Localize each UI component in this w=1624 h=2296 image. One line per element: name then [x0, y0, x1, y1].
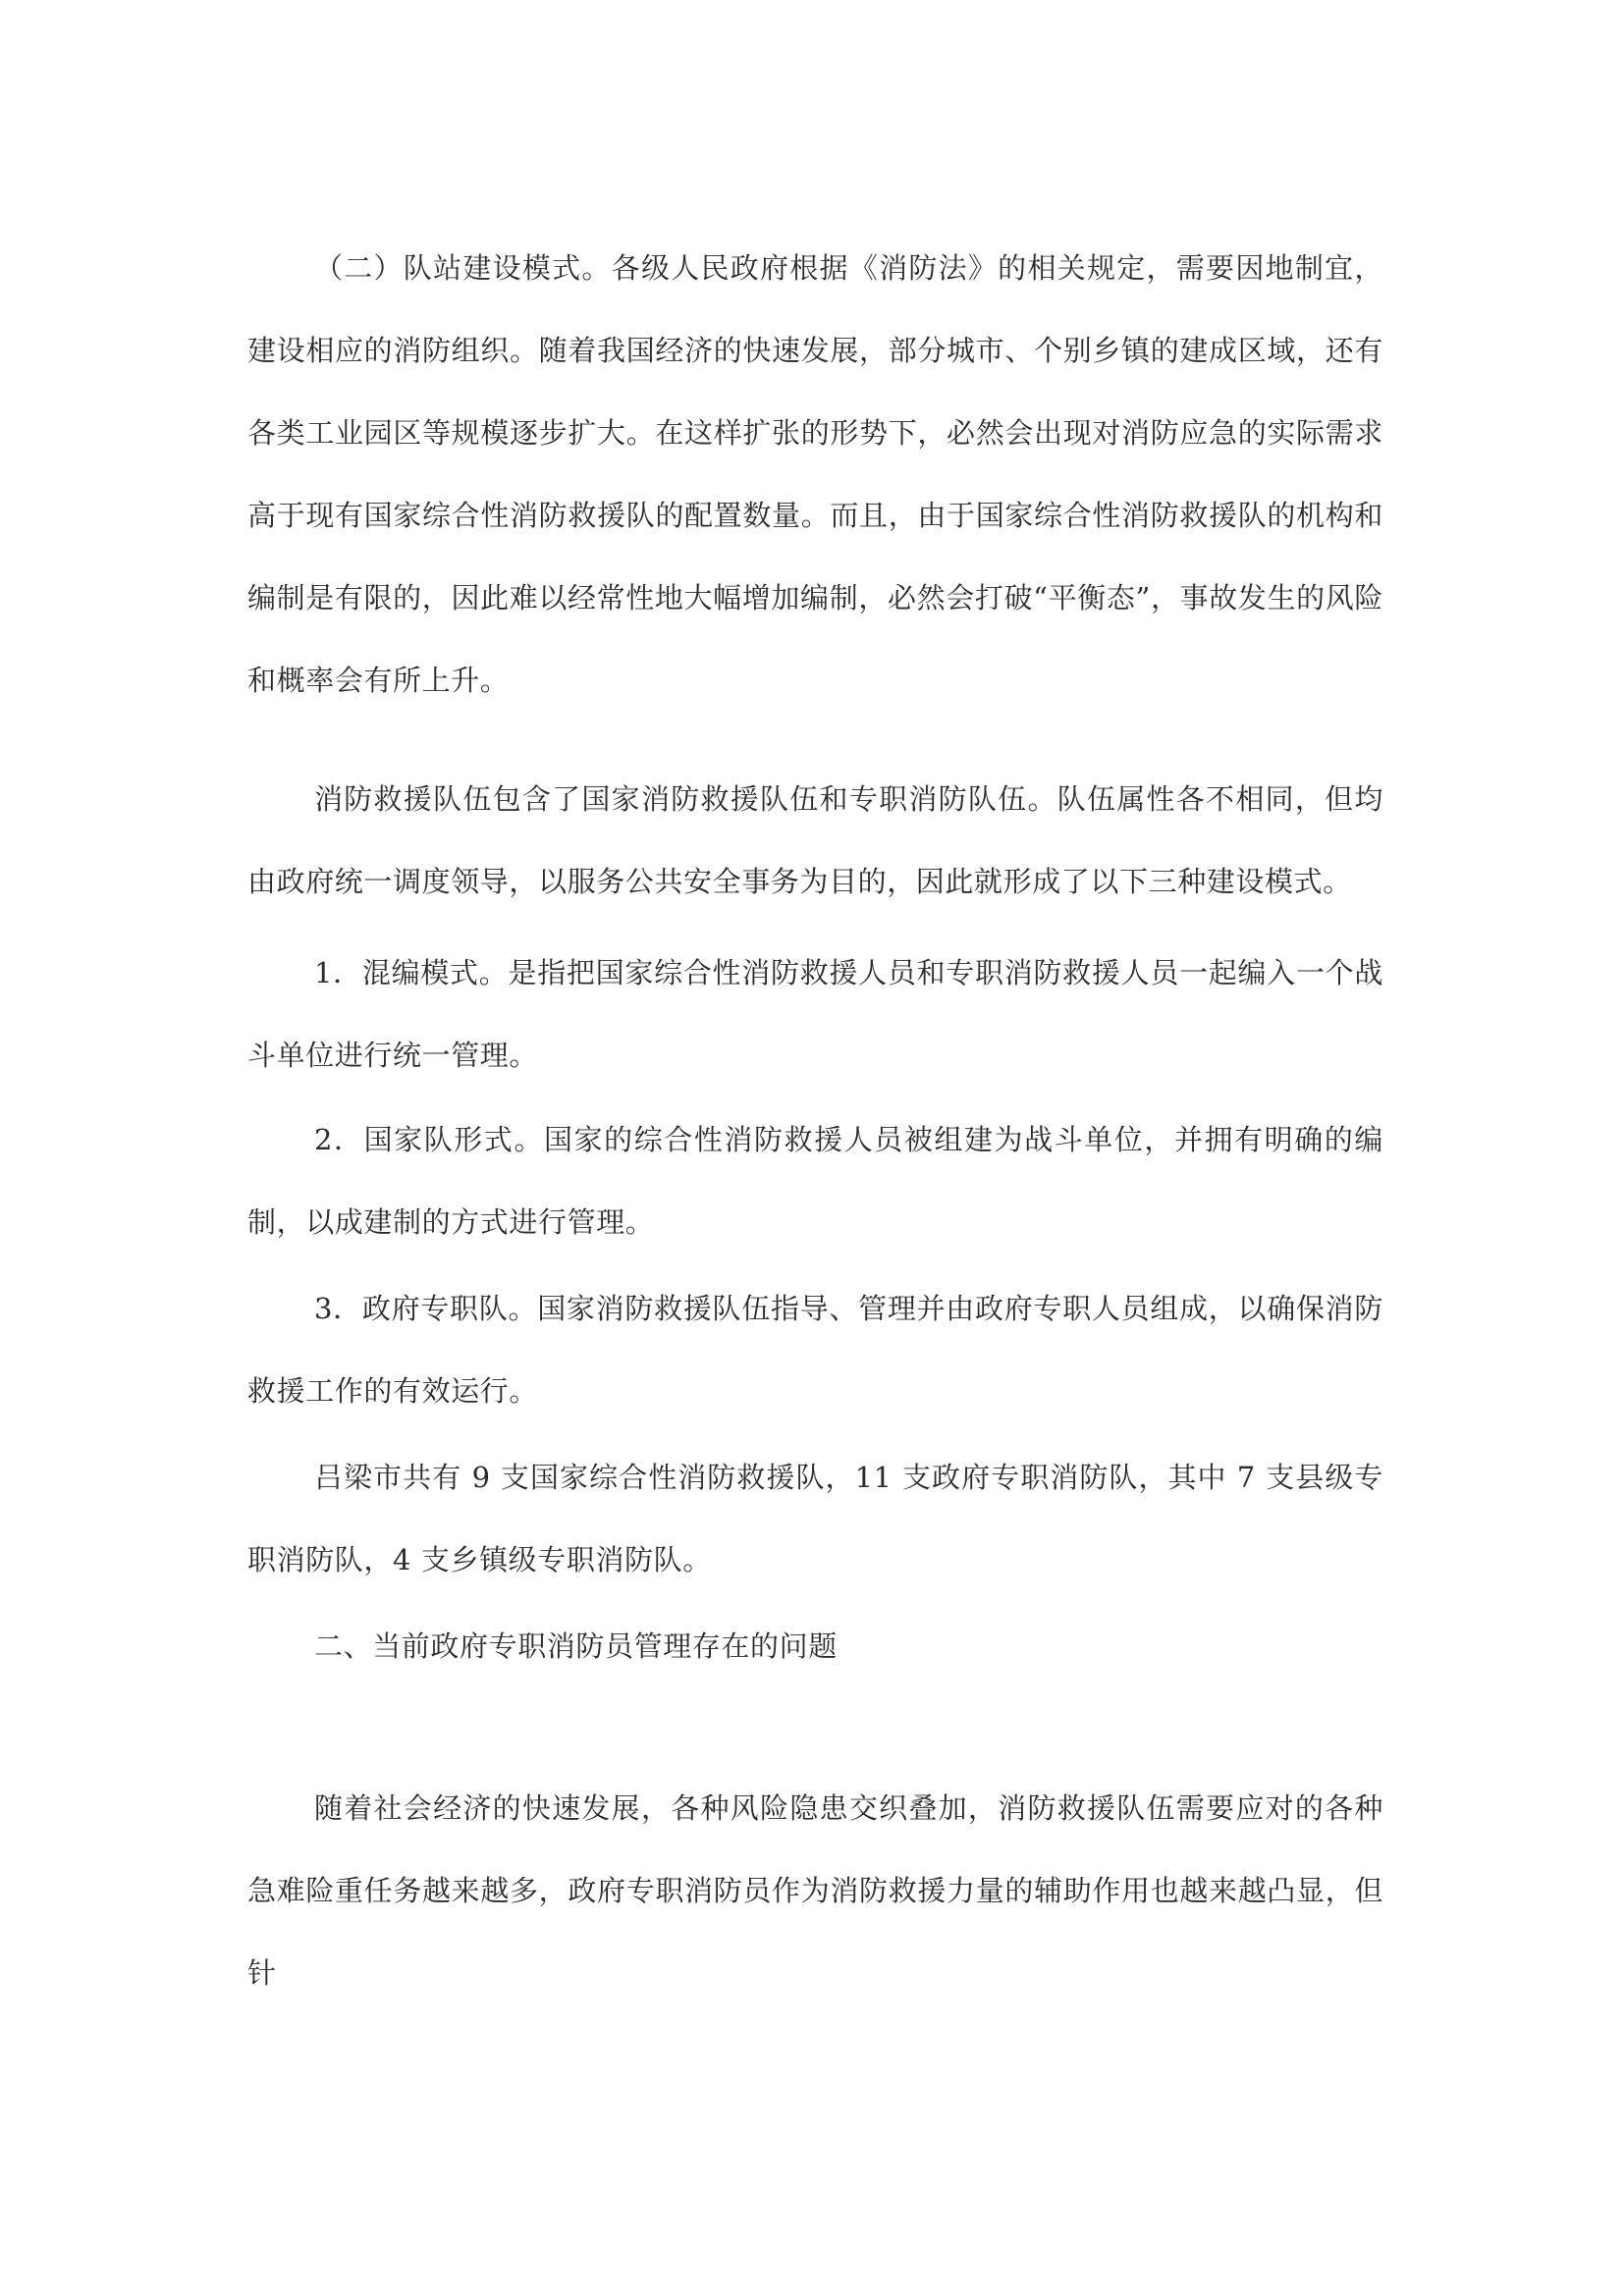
paragraph-station-construction-mode: （二）队站建设模式。各级人民政府根据《消防法》的相关规定，需要因地制宜，建设相应的消防组织。随着我国经济的快速发展，部分城市、个别乡镇的建成区域，还有各类工业园区等规模逐步扩大。在这样扩张的形势下，必然会出现对消防应急的实际需求高于现有国家综合性消防救援队的配置数量。而且，由于国家综合性消防救援队的机构和编制是有限的，因此难以经常性地大幅增加编制，必然会打破“平衡态”，事故发生的风险和概率会有所上升。 [247, 251, 1383, 697]
section-heading-current-problems: 二、当前政府专职消防员管理存在的问题 [314, 1629, 838, 1663]
paragraph-problems-intro: 随着社会经济的快速发展，各种风险隐患交织叠加，消防救援队伍需要应对的各种急难险重任务越来越多，政府专职消防员作为消防救援力量的辅助作用也越来越凸显，但针 [247, 1791, 1383, 1990]
paragraph-rescue-team-composition: 消防救援队伍包含了国家消防救援队伍和专职消防队伍。队伍属性各不相同，但均由政府统一调度领导，以服务公共安全事务为目的，因此就形成了以下三种建设模式。 [247, 782, 1383, 898]
paragraph-government-fulltime-team: 3．政府专职队。国家消防救援队伍指导、管理并由政府专职人员组成，以确保消防救援工作的有效运行。 [247, 1292, 1383, 1408]
paragraph-lvliang-statistics: 吕梁市共有 9 支国家综合性消防救援队，11 支政府专职消防队，其中 7 支县级专职消防队，4 支乡镇级专职消防队。 [247, 1461, 1383, 1576]
paragraph-mixed-mode: 1．混编模式。是指把国家综合性消防救援人员和专职消防救援人员一起编入一个战斗单位进行统一管理。 [247, 956, 1383, 1072]
paragraph-national-team-form: 2．国家队形式。国家的综合性消防救援人员被组建为战斗单位，并拥有明确的编制，以成建制的方式进行管理。 [247, 1123, 1383, 1239]
